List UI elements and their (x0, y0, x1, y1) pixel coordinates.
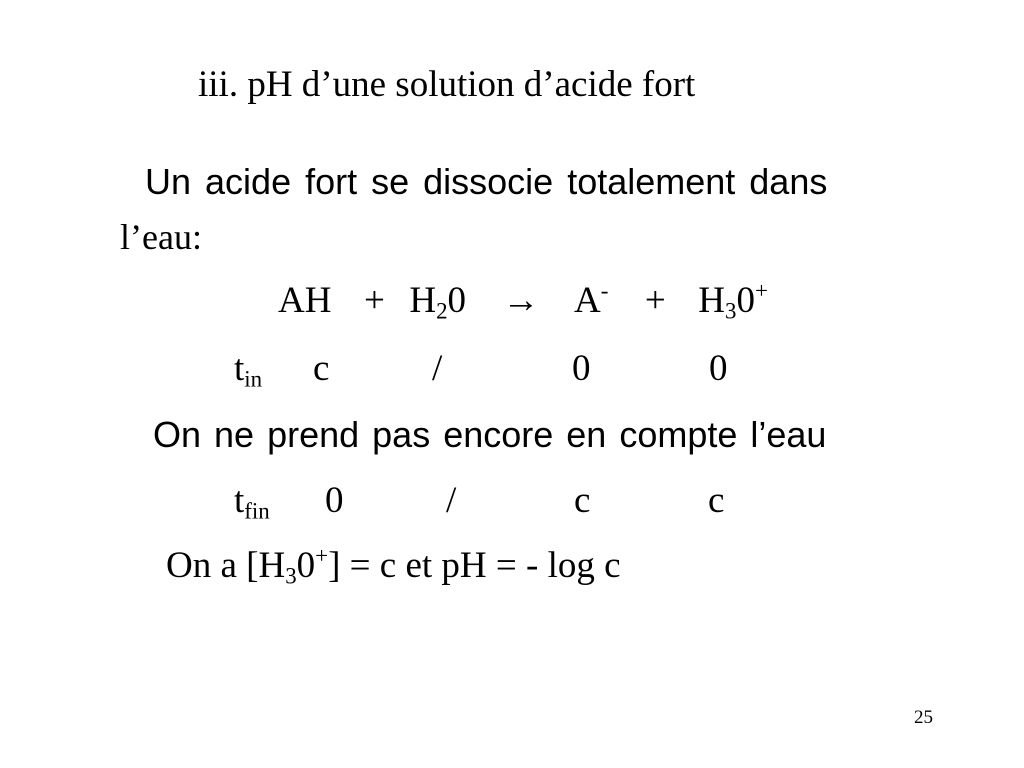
intro-text-line-1: Un acide fort se dissocie totalement dans (145, 161, 828, 202)
plus-sign-2: + (644, 280, 666, 321)
final-value-anion: c (574, 480, 591, 521)
reactant-water: $H_20$ (409, 280, 467, 324)
plus-sign: + (363, 280, 385, 321)
chemical-equation (278, 277, 768, 324)
result-formula: On a $[H_30^+] = c$ et pH = - log c (166, 542, 621, 589)
initial-label: $t_{in}$ (234, 348, 263, 392)
page-number: 25 (914, 707, 933, 728)
initial-value-hydronium: 0 (709, 348, 728, 389)
final-value-water: / (446, 480, 457, 521)
final-value-ah: 0 (325, 480, 344, 521)
final-label: $t_{fin}$ (234, 480, 270, 524)
product-hydronium: $H_30^+$ (698, 277, 768, 324)
intro-text-line-2: l’eau: (120, 217, 202, 257)
slide-title: iii. pH d’une solution d’acide fort (198, 64, 696, 105)
product-anion: A- (574, 277, 609, 321)
reaction-arrow: → (502, 280, 540, 321)
reactant-ah: AH (278, 280, 332, 321)
initial-value-water: / (432, 348, 443, 389)
note-text: On ne prend pas encore en compte l’eau (153, 414, 827, 455)
initial-value-ah: c (313, 348, 330, 389)
initial-value-anion: 0 (572, 348, 591, 389)
final-value-hydronium: c (708, 480, 725, 521)
